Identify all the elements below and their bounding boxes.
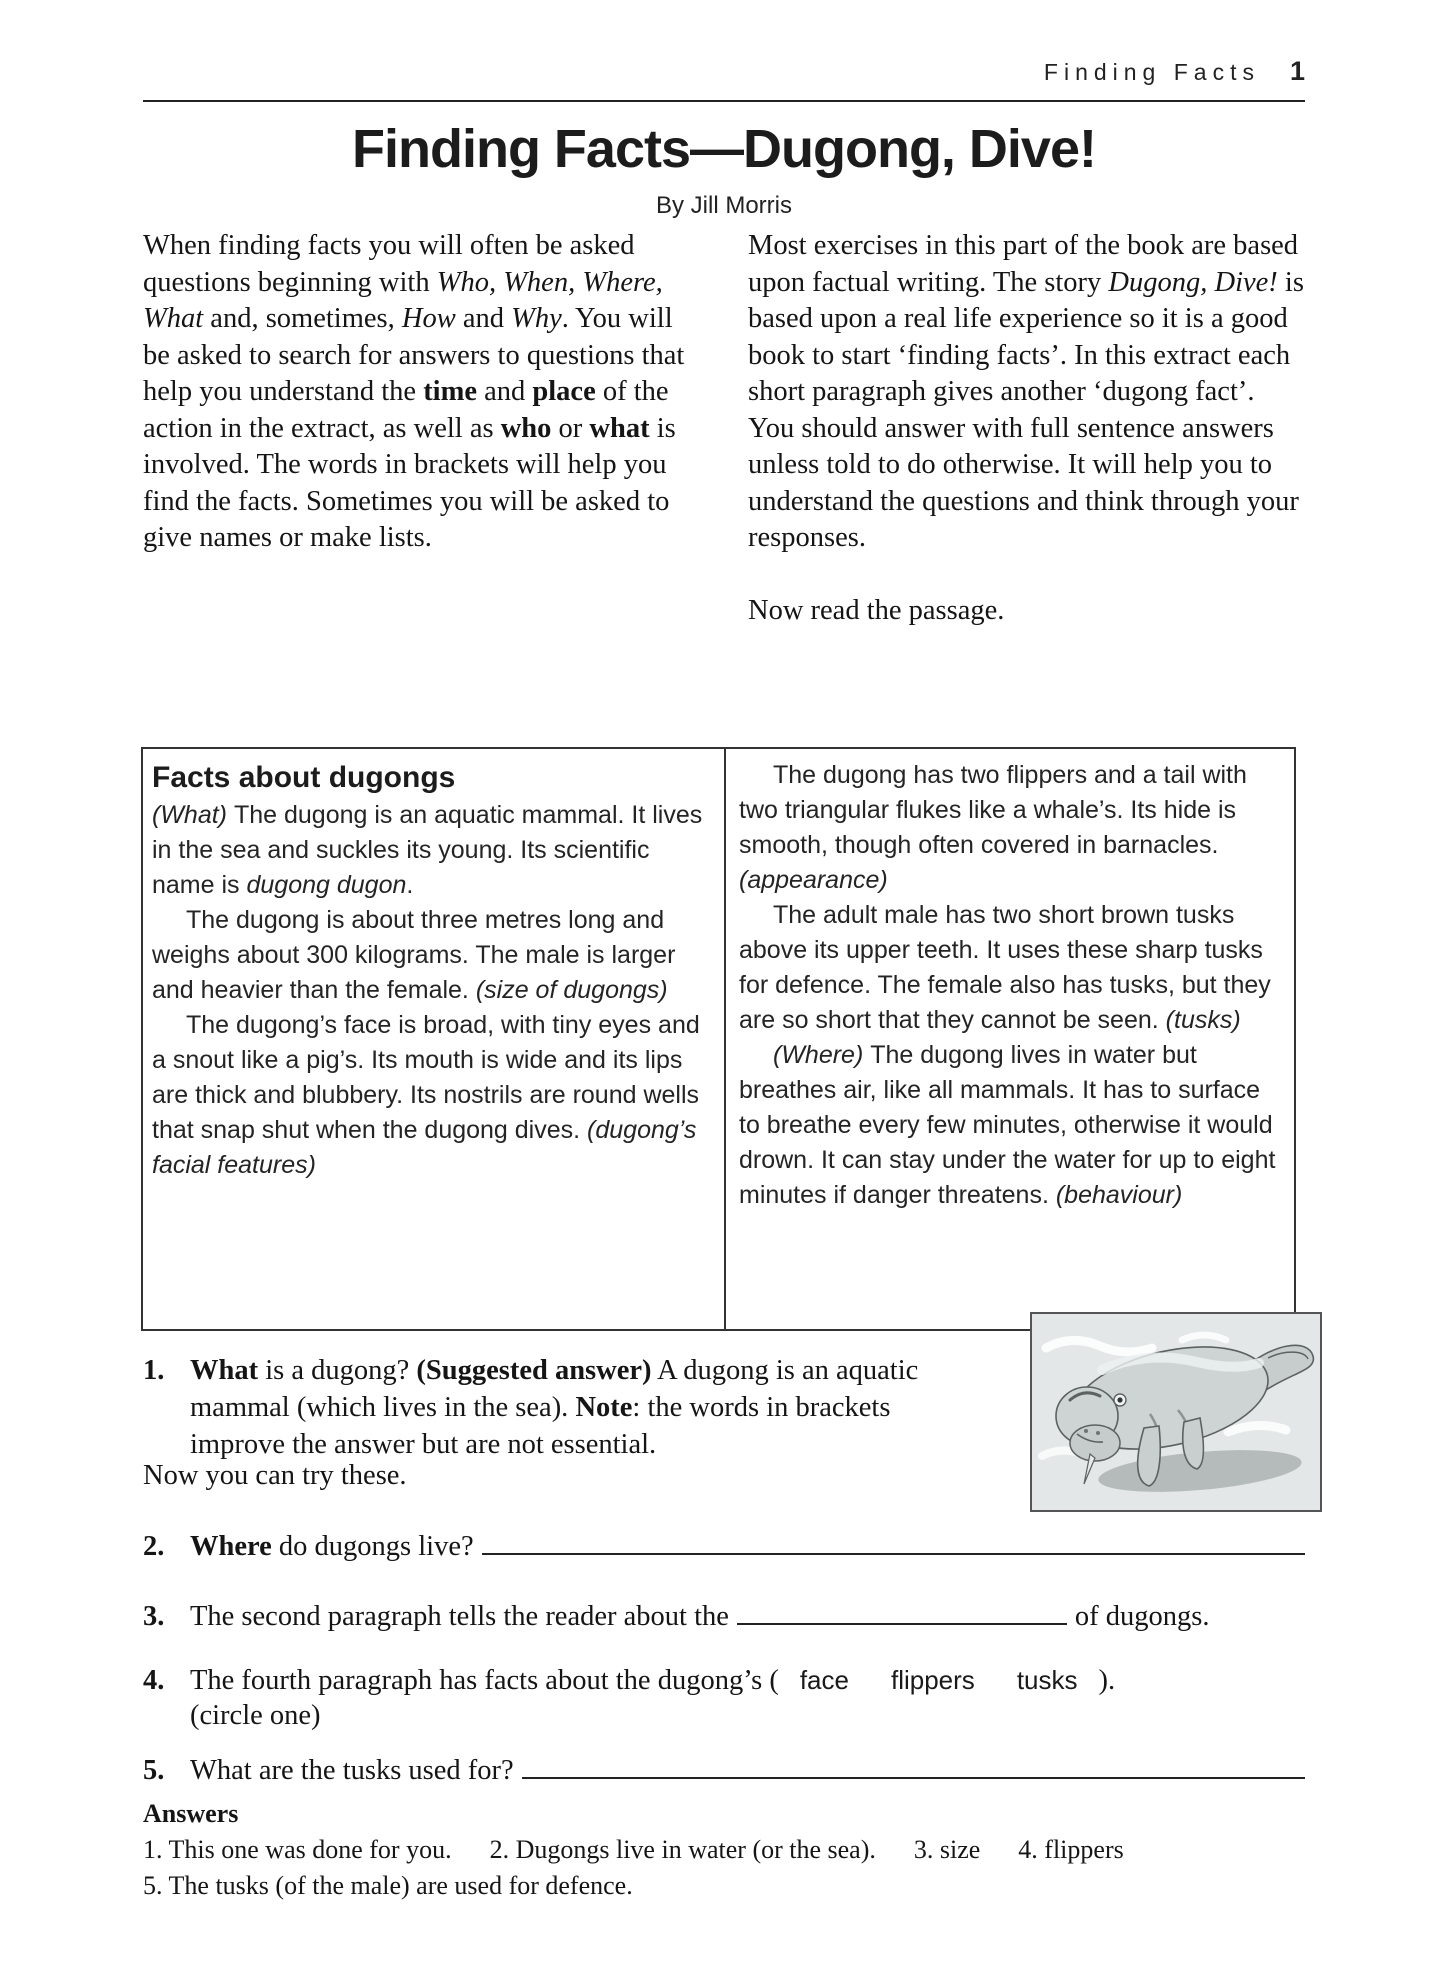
passage-paragraph-1: (What) The dugong is an aquatic mammal. It lives in the sea and suckles its young. Its scientific name is dugong dugon. — [152, 801, 703, 899]
intro-left-column — [143, 228, 700, 629]
passage-paragraph-5: The adult male has two short brown tusks above its upper teeth. It uses these sharp tusks for defence. The female also has tusks, but they are so short that they cannot be seen. (tusks) — [739, 901, 1271, 1034]
answer-item: 1. This one was done for you. — [143, 1835, 452, 1864]
question-3-number: 3. — [143, 1601, 165, 1632]
intro-right-paragraph: Most exercises in this part of the book are based upon factual writing. The story Dugong, Dive! is based upon a real life experience so it is a good book to start ‘finding facts’. In this extract each short paragraph gives another ‘dugong fact’. You should answer with full sentence answers unless told to do otherwise. It will help you to understand the questions and think through your responses. — [748, 230, 1304, 553]
question-4 — [143, 1662, 1305, 1699]
passage-heading: Facts about dugongs — [152, 761, 456, 794]
answers-section — [143, 1796, 1305, 1904]
option-flippers[interactable]: flippers — [890, 1665, 975, 1695]
passage-paragraph-4: The dugong has two flippers and a tail with two triangular flukes like a whale’s. Its hide is smooth, though often covered in barnacles. (appearance) — [739, 761, 1247, 894]
passage-right-column — [724, 749, 1294, 1329]
question-4-prefix: The fourth paragraph has facts about the dugong’s ( — [190, 1665, 779, 1696]
intro-right-column — [748, 228, 1305, 629]
passage-paragraph-2: The dugong is about three metres long and weighs about 300 kilograms. The male is larger and heavier than the female. (size of dugongs) — [152, 906, 676, 1004]
question-3 — [143, 1598, 1305, 1635]
question-5 — [143, 1752, 1305, 1789]
header-rule — [143, 100, 1305, 102]
question-3-answer-blank[interactable] — [737, 1623, 1067, 1625]
question-4-text — [190, 1662, 1115, 1699]
question-1-text: What is a dugong? (Suggested answer) A dugong is an aquatic mammal (which lives in the sea). Note: the words in brackets improve the answer but are not essential. — [190, 1355, 919, 1460]
answers-line-1 — [143, 1832, 1305, 1868]
intro-left-paragraph: When finding facts you will often be asked questions beginning with Who, When, Where, What and, sometimes, How and Why. You will be asked to search for answers to questions that help you understand the time and place of the action in the extract, as well as who or what is involved. The words in brackets will help you find the facts. Sometimes you will be asked to give names or make lists. — [143, 230, 685, 553]
question-4-suffix: ). — [1098, 1665, 1116, 1696]
answers-line-2: 5. The tusks (of the male) are used for defence. — [143, 1871, 633, 1900]
passage-left-column — [143, 749, 724, 1329]
answer-item: 4. flippers — [1018, 1835, 1124, 1864]
question-4-number: 4. — [143, 1665, 165, 1696]
option-face[interactable]: face — [799, 1665, 849, 1695]
question-2-answer-blank[interactable] — [482, 1553, 1305, 1555]
read-passage-note: Now read the passage. — [748, 594, 1005, 626]
running-head-title: Finding Facts — [1043, 59, 1260, 85]
intro-section — [143, 228, 1305, 629]
answer-item: 2. Dugongs live in water (or the sea). — [489, 1835, 876, 1864]
question-3-text-after: of dugongs. — [1074, 1601, 1210, 1632]
passage-paragraph-3: The dugong’s face is broad, with tiny eyes and a snout like a pig’s. Its mouth is wide and its lips are thick and blubbery. Its nostrils are round wells that snap shut when the dugong dives. (dugong’s facial features) — [152, 1011, 700, 1179]
option-tusks[interactable]: tusks — [1016, 1665, 1078, 1695]
answers-heading: Answers — [143, 1799, 239, 1828]
page-title: Finding Facts—Dugong, Dive! — [352, 119, 1096, 179]
question-5-number: 5. — [143, 1755, 165, 1786]
running-head — [143, 56, 1305, 87]
question-5-text: What are the tusks used for? — [190, 1755, 514, 1786]
dugong-illustration-svg — [1032, 1314, 1320, 1510]
page-number: 1 — [1289, 56, 1305, 86]
question-1-number: 1. — [143, 1355, 165, 1386]
question-5-answer-blank[interactable] — [522, 1777, 1305, 1779]
byline: By Jill Morris — [656, 192, 792, 219]
question-2-text: Where do dugongs live? — [190, 1531, 474, 1562]
question-2 — [143, 1528, 1305, 1565]
try-these-note: Now you can try these. — [143, 1460, 407, 1491]
dugong-illustration — [1030, 1312, 1322, 1512]
circle-one-note: (circle one) — [190, 1700, 321, 1731]
answer-item: 3. size — [913, 1835, 981, 1864]
question-2-number: 2. — [143, 1531, 165, 1562]
passage-box — [141, 747, 1296, 1331]
question-3-text-before: The second paragraph tells the reader about the — [190, 1601, 729, 1632]
passage-paragraph-6: (Where) The dugong lives in water but breathes air, like all mammals. It has to surface to breathe every few minutes, otherwise it would drown. It can stay under the water for up to eight minutes if danger threatens. (behaviour) — [739, 1041, 1276, 1209]
